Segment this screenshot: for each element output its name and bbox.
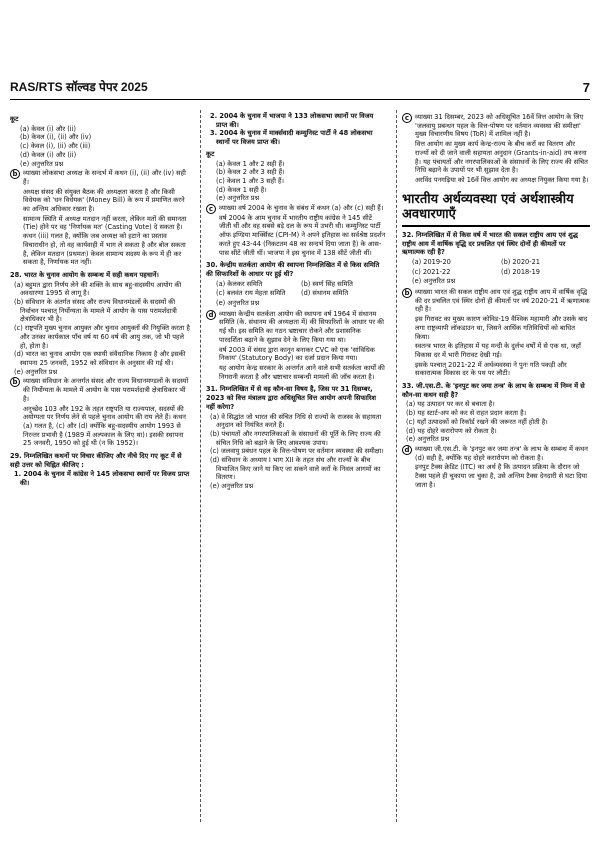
text-line: अरविंद पनगढ़िया को 16वें वित्त आयोग का अध्यक्ष नियुक्त किया गया है। xyxy=(415,175,589,184)
question-33: 33. जी.एस.टी. के 'इनपुट कर जमा तन्त्र' के लाभ के सम्बन्ध में निम्न में से कौन-सा कथन सही है? xyxy=(402,382,585,399)
running-title: RAS/RTS सॉल्वड पेपर 2025 xyxy=(10,80,148,95)
text-line: अध्यक्ष संसद की संयुक्त बैठक की अध्यक्षता करता है और किसी विधेयक को 'धन विधेयक' (Money Bill) के रूप में प्रमाणित करने का अन्तिम अधिकार रखता है। xyxy=(23,187,185,214)
text-line: व्याख्या वर्ष 2004 के चुनाव के संबंध में कथन (a) और (c) सही हैं। xyxy=(219,204,384,213)
question-31: 31. निम्नलिखित में से वह कौन-सा विषय है, जिस पर 31 दिसम्बर, 2023 को वित्त मंत्रालय द्वारा अधिसूचित वित्त आयोग अपनी सिफारिश नहीं करेगा? xyxy=(206,385,377,411)
question-28: 28. भारत के चुनाव आयोग के सम्बन्ध में सही कथन पहचानें। xyxy=(10,270,159,279)
options-list xyxy=(10,125,190,169)
text-line: (e) अनुत्तरित प्रश्न xyxy=(14,367,58,376)
options-list xyxy=(10,281,190,377)
text-line: (e) अनुत्तरित प्रश्न xyxy=(406,435,450,444)
text-line: (c) 2021-22 xyxy=(412,267,451,276)
text-line: स्वतन्त्र भारत के इतिहास में यह मन्दी के दुर्लभ वर्षों में से एक था, जहाँ विकास दर में भारी गिरावट देखी गई। xyxy=(415,342,581,359)
explanation xyxy=(23,169,190,268)
header-rule xyxy=(10,99,590,100)
text-line: (b) स्वर्ण सिंह समिति xyxy=(301,279,353,288)
text-line: (b) यह स्टार्ट-अप को कर से राहत प्रदान करता है। xyxy=(406,409,527,418)
page-number: 7 xyxy=(582,79,590,95)
column-divider xyxy=(200,110,201,822)
text-line: (e) अनुत्तरित प्रश्न xyxy=(412,277,456,286)
text-line: व्याख्या लोकसभा अध्यक्ष के सन्दर्भ में कथन (i), (ii) और (iv) सही हैं। xyxy=(23,169,186,186)
answer-block xyxy=(206,310,386,383)
section-heading: भारतीय अर्थव्यवस्था एवं अर्थशास्त्रीय अवधारणाएँ xyxy=(402,192,590,227)
text-line: (d) केवल (i) और (ii) xyxy=(20,150,77,159)
options-grid xyxy=(402,258,590,287)
text-line: इसके पश्चात् 2021-22 में अर्थव्यवस्था ने पुनः गति पकड़ी और सकारात्मक विकास दर के पथ पर लौटी। xyxy=(415,360,567,378)
explanation xyxy=(415,445,590,491)
text-line: (a) बहुमत द्वारा निर्णय लेने की शक्ति के साथ बहु-सदस्यीय आयोग की अवधारणा 1995 से लागू है। xyxy=(14,280,182,298)
text-line: (d) संविधान के अध्याय I भाग XII के तहत संघ और राज्यों के बीच विभाजित किए जाने या किए जा सकने वाले करों के निवल आगमों का वितरण। xyxy=(210,456,381,482)
text-line: (c) जलवायु प्रबंधन पहल के वित्त-पोषण पर वर्तमान व्यवस्था की समीक्षा। xyxy=(210,447,384,456)
column-left xyxy=(10,112,190,822)
text-line: 3. 2004 के चुनाव में मार्क्सवादी कम्युनिस्ट पार्टी ने 48 लोकसभा स्थानों पर विजय प्राप्त की। xyxy=(210,129,373,147)
question-29: 29. निम्नलिखित कथनों पर विचार कीजिए और नीचे दिए गए कूट में से सही उत्तर को चिह्नित कीजिए : xyxy=(10,452,182,469)
text-line: (c) केवल (i), (ii) और (iii) xyxy=(20,142,91,151)
answer-block xyxy=(402,288,590,379)
answer-block xyxy=(206,204,386,258)
options-grid xyxy=(206,280,386,309)
text-line: (e) अनुत्तरित प्रश्न xyxy=(20,159,64,168)
text-line: (b) केवल (i), (ii) और (iv) xyxy=(20,133,92,142)
answer-letter: b xyxy=(10,169,20,179)
answer-letter: b xyxy=(10,377,20,387)
question-32: 32. निम्नलिखित में से किस वर्ष में भारत की सकल राष्ट्रीय आय एवं शुद्ध राष्ट्रीय आय में वार्षिक वृद्धि दर प्रचलित एवं स्थिर दोनों ही कीमतों पर ऋणात्मक रही है? xyxy=(402,230,578,257)
text-line: यह आयोग केन्द्र सरकार के अन्तर्गत आने वाले सभी सतर्कता कार्यों की निगरानी करता है और भ्रष्टाचार सम्बन्धी मामलों की जाँच करता है। xyxy=(219,363,385,381)
text-line: (e) अनुत्तरित प्रश्न xyxy=(216,194,260,203)
text-line: इस गिरावट का मुख्य कारण कोविड-19 वैश्विक महामारी और उसके बाद लगा राष्ट्रव्यापी लॉकडाउन था, जिसने आर्थिक गतिविधियों को बाधित किया। xyxy=(415,315,588,341)
statement-item: 1. 2004 के चुनाव में कांग्रेस ने 145 लोकसभा स्थानों पर विजय प्राप्त की। xyxy=(14,470,190,488)
text-line: (a) यह उत्पादन पर कर से बचाता है। xyxy=(406,400,495,409)
options-list xyxy=(402,400,590,444)
text-line: 2. 2004 के चुनाव में भाजपा ने 133 लोकसभा स्थानों पर विजय प्राप्त की। xyxy=(210,112,374,129)
text-line: व्याख्या केन्द्रीय सतर्कता आयोग की स्थापना वर्ष 1964 में संथानम समिति (के. संथानम की अध्यक्षता में) की सिफारिशों के आधार पर की गई थी। इस समिति का गठन भ्रष्टाचार रोकने और प्रशासनिक पारदर्शिता बढ़ाने के सुझाव देने के लिए किया गया था। xyxy=(219,309,384,344)
text-line: (b) 2020-21 xyxy=(501,257,540,266)
text-line: (d) यह दोहरे करारोपण को रोकता है। xyxy=(406,426,497,435)
code-label: कूट xyxy=(206,149,215,158)
answer-letter: b xyxy=(402,288,412,298)
column-middle xyxy=(206,112,386,822)
column-divider xyxy=(396,110,397,822)
text-line: (d) केवल 1 सही है। xyxy=(216,185,267,194)
answer-block xyxy=(402,113,590,186)
column-right xyxy=(402,112,590,822)
text-line: वर्ष 2003 में संसद द्वारा कानून बनाकर CVC को एक 'सांविधिक निकाय' (Statutory Body) का दर्जा प्रदान किया गया। xyxy=(219,345,375,363)
text-line: (d) संथानम समिति xyxy=(301,289,349,298)
text-line: (a) केवल 1 और 2 सही हैं। xyxy=(216,159,285,168)
text-line: (b) संविधान के अंतर्गत संसद और राज्य विधानमंडलों के सदस्यों की निर्वाचन पश्चात् निर्योग्यता के मामले में आयोग के पास परामर्शदात्री क्षेत्राधिकार भी है। xyxy=(14,298,177,324)
explanation xyxy=(415,288,590,379)
text-line: अनुच्छेद 103 और 192 के तहत राष्ट्रपति या राज्यपाल, सदस्यों की अयोग्यता पर निर्णय लेने से पहले चुनाव आयोग की राय लेते हैं। कथन (a) गलत है, (c) और (d) क्योंकि बहु-सदस्यीय आयोग 1993 से निरन्तर प्रभावी है (1989 में अल्पकाल के लिए था)। इसकी स्थापना 25 जनवरी, 1950 को हुई थी (न कि 1952)। xyxy=(23,404,186,448)
explanation xyxy=(23,377,190,449)
text-line: (a) केलकर समिति xyxy=(216,279,263,288)
text-line: (a) केवल (i) और (ii) xyxy=(20,124,76,133)
code-label: कूट xyxy=(10,115,19,123)
text-line: व्याख्या 31 दिसम्बर, 2023 को अधिसूचित 16वें वित्त आयोग के लिए 'जलवायु प्रबन्धन पहल के वित्त-पोषण पर वर्तमान व्यवस्था की समीक्षा' मुख्य विचारणीय विषय (ToR) में शामिल नहीं है। xyxy=(415,113,584,139)
text-line: व्याख्या जी.एस.टी. के 'इनपुट कर जमा तन्त्र' के लाभ के सम्बन्ध में कथन (d) सही है, क्योंकि यह दोहरे करारोपण को रोकता है। xyxy=(415,444,588,462)
text-line: (e) अनुत्तरित प्रश्न xyxy=(210,482,254,491)
text-line: (d) भारत का चुनाव आयोग एक स्थायी संवैधानिक निकाय है और इसकी स्थापना 25 जनवरी, 1952 को संविधान के अनुसार की गई थी। xyxy=(14,350,186,367)
text-line: (a) वे सिद्धांत जो भारत की संचित निधि से राज्यों के राजस्व के सहायता अनुदान को नियंत्रित करते हैं। xyxy=(210,412,382,430)
answer-block xyxy=(402,445,590,491)
text-line: (c) यहाँ उत्पादकों को रिकॉर्ड रखने की जरूरत नहीं होती है। xyxy=(406,417,548,426)
text-line: व्याख्या संविधान के अन्तर्गत संसद और राज्य विधानमण्डलों के सदस्यों की निर्योग्यता के मामले में आयोग के पास परामर्शदात्री क्षेत्राधिकार भी है। xyxy=(23,377,189,403)
text-line: (a) 2019-20 xyxy=(412,257,451,266)
text-line: (e) अनुत्तरित प्रश्न xyxy=(216,299,260,308)
text-line: इनपुट टैक्स क्रेडिट (ITC) का अर्थ है कि उत्पादन प्रक्रिया के दौरान जो टैक्स पहले ही चुकाया जा चुका है, उसे अन्तिम टैक्स देनदारी से घटा दिया जाता है। xyxy=(415,463,587,489)
text-line: व्याख्या भारत की सकल राष्ट्रीय आय एवं शुद्ध राष्ट्रीय आय में वार्षिक वृद्धि की दर प्रचलित एवं स्थिर दोनों ही कीमतों पर वर्ष 2020-21 में ऋणात्मक रही है। xyxy=(415,288,590,314)
explanation xyxy=(415,113,590,186)
text-line: वित्त आयोग का मुख्य कार्य केन्द्र-राज्य के बीच करों का वितरण और राज्यों को दी जाने वाली सहायता अनुदान (Grants-in-aid) तय करना है। यह पंचायतों और नगरपालिकाओं के संसाधनों के लिए राज्य की संचित निधि बढ़ाने के उपायों पर भी सुझाव देता है। xyxy=(415,140,588,175)
options-list xyxy=(206,413,386,491)
question-30: 30. केन्द्रीय सतर्कता आयोग की स्थापना निम्नलिखित में से किस समिति की सिफारिशों के आधार पर हुई थी? xyxy=(206,261,380,278)
explanation xyxy=(219,204,386,258)
text-line: (d) 2018-19 xyxy=(501,267,540,276)
text-line: (c) बलवंत राय मेहता समिति xyxy=(216,289,286,298)
answer-block xyxy=(10,169,190,268)
text-line: वर्ष 2004 के आम चुनाव में भारतीय राष्ट्रीय कांग्रेस ने 145 सीटें जीती थीं और वह सबसे बड़े दल के रूप में उभरी थी। कम्युनिस्ट पार्टी ऑफ इण्डिया मार्क्सिस्ट (CPI-M) ने अपने इतिहास का सर्वश्रेष्ठ प्रदर्शन करते हुए 43-44 (निकटतम 48 का सन्दर्भ दिया जाता है) के आस-पास सीटें जीती थीं। भाजपा ने इस चुनाव में 138 सीटें जीती थीं। xyxy=(219,213,386,257)
explanation xyxy=(219,310,386,383)
text-line: (b) पंचायतों और नगरपालिकाओं के संसाधनों की पूर्ति के लिए राज्य की संचित निधि को बढ़ाने के लिए आवश्यक उपाय। xyxy=(210,429,381,447)
text-line: (c) राष्ट्रपति मुख्य चुनाव आयुक्त और चुनाव आयुक्तों की नियुक्ति करता है और उनका कार्यकाल पाँच वर्ष या 60 वर्ष की आयु तक, जो भी पहले हो, होता है। xyxy=(14,324,190,350)
answer-block xyxy=(10,377,190,449)
answer-letter: c xyxy=(206,204,216,214)
text-line: (c) केवल 1 और 3 सही हैं। xyxy=(216,176,285,185)
page-header xyxy=(10,80,590,96)
answer-letter: d xyxy=(206,310,216,320)
text-line: सामान्य स्थिति में अध्यक्ष मतदान नहीं करता, लेकिन मतों की समानता (Tie) होने पर वह 'निर्णायक मत' (Casting Vote) दे सकता है। कथन (iii) गलत है, क्योंकि जब अध्यक्ष को हटाने का प्रस्ताव विचाराधीन हो, तो वह कार्यवाही में भाग ले सकता है और बोल सकता है, लेकिन मतदान (प्रथमतः) केवल सामान्य सदस्य के रूप में ही कर सकता है, निर्णायक मत नहीं। xyxy=(23,214,187,267)
answer-letter: c xyxy=(402,113,412,123)
answer-letter: d xyxy=(402,445,412,455)
text-line: (b) केवल 2 और 3 सही हैं। xyxy=(216,168,285,177)
statement-list xyxy=(206,112,386,147)
options-list xyxy=(206,160,386,204)
